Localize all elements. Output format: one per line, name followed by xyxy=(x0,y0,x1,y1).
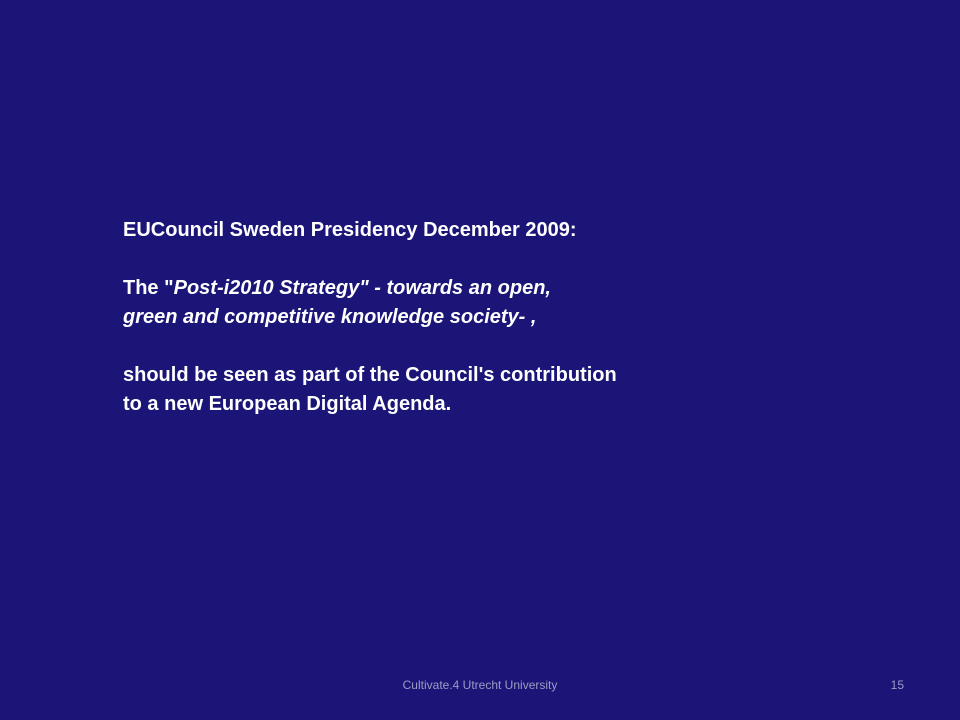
page-number: 15 xyxy=(890,678,904,692)
slide-body xyxy=(123,216,823,419)
paragraph-strategy-line-1 xyxy=(123,274,823,303)
spacer xyxy=(123,245,823,274)
slide-heading: EUCouncil Sweden Presidency December 2009: xyxy=(123,219,577,241)
footer-text: Cultivate.4 Utrecht University xyxy=(402,678,558,692)
paragraph-strategy-line-2: green and competitive knowledge society- , xyxy=(123,306,537,328)
spacer xyxy=(123,332,823,361)
paragraph-contribution-line-2: to a new European Digital Agenda. xyxy=(123,393,452,415)
paragraph-strategy-italic: Post-i2010 Strategy" - towards an open, xyxy=(173,277,551,299)
paragraph-strategy-prefix: The " xyxy=(123,277,174,299)
paragraph-contribution-line-1: should be seen as part of the Council's contribution xyxy=(123,364,617,386)
